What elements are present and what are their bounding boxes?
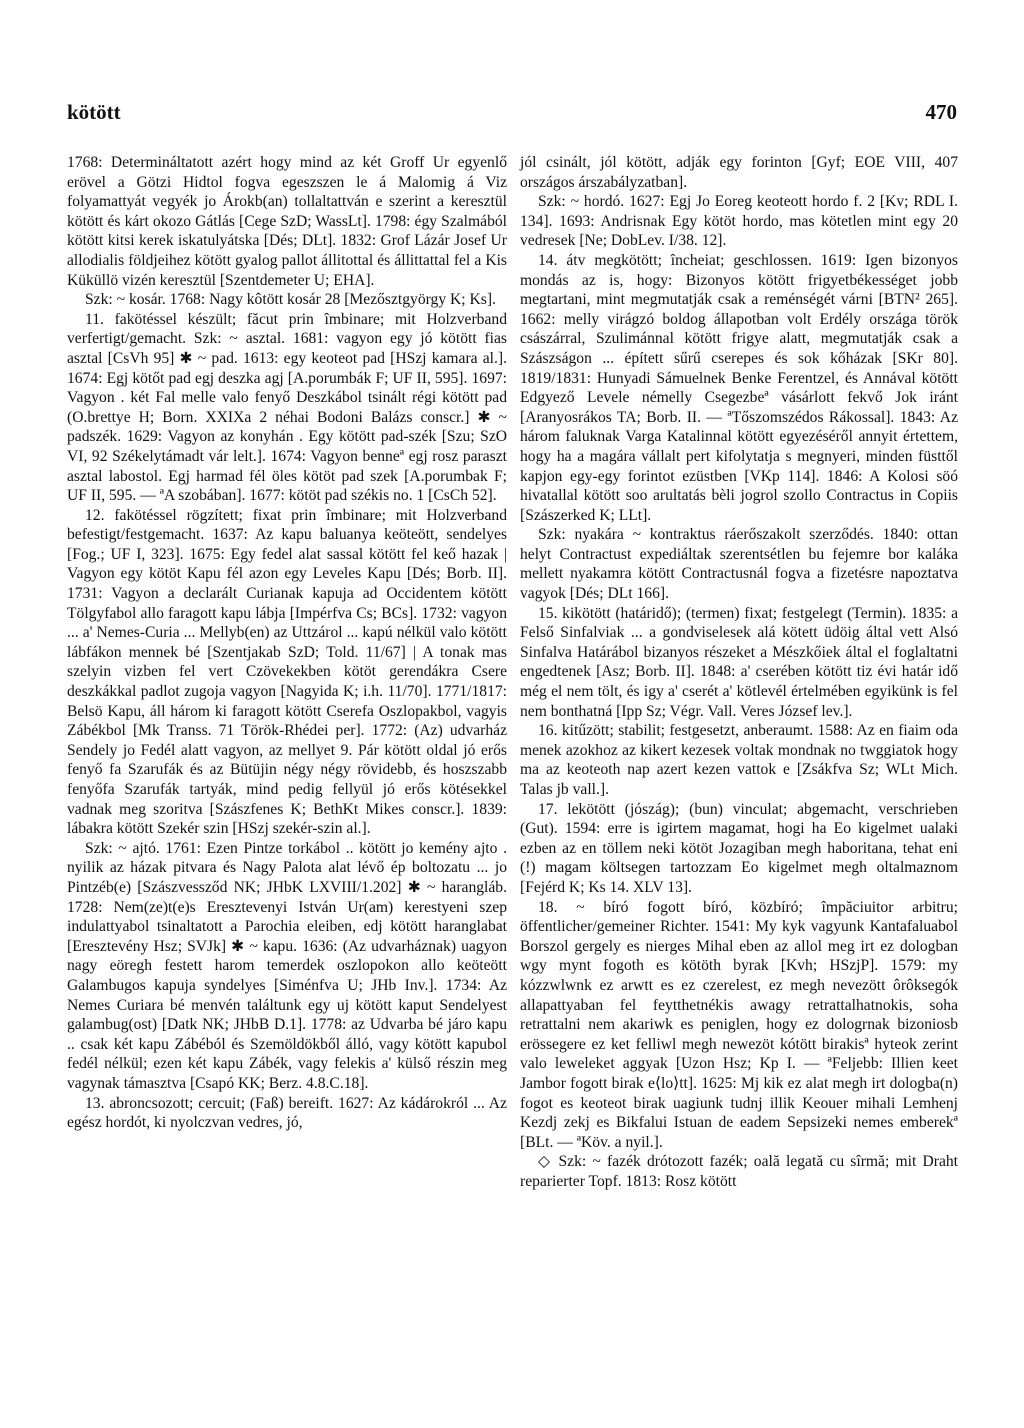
entry-paragraph: Szk: ~ ajtó. 1761: Ezen Pintze torkábol .. kötött jo kemény ajto . nyilik az házak pitvara és Nagy Palota alat lévő ép boltozatu ... jo Pintzéb(e) [Szászvessződ NK; JHbK LXVIII/1.202] ✱ ~ harangláb. 1728: Nem(ze)t(e)s Eresztevenyi István Ur(am) kerestyeni szep indulattyabol tsinaltatott a Parochia eleiben, edj kötött haranglabat [Eresztevény Hsz; SVJk] ✱ ~ kapu. 1636: (Az udvarháznak) uagyon nagy eöregh festett harom temerdek oszlopokon allo keöteött Galambugos kapuja syndelyes [Siménfva U; JHb Inv.]. 1734: Az Nemes Curiara bé menvén találtunk egy uj kötött kaput Sendelyest galambug(ost) [Datk NK; JHbB D.1]. 1778: az Udvarba bé járo kapu .. csak két kapu Zábéból és Szemöldökből álló, vagy kötött kapubol fedél nélkül; ezen két kapu Zábék, vagy felekis a' külső részin meg vagynak támasztva [Csapó KK; Berz. 4.8.C.18].	[67, 839, 507, 1092]
entry-paragraph: 14. átv megkötött; încheiat; geschlossen. 1619: Igen bizonyos mondás az is, hogy: Bizonyos kötött frigyetbékességet jobb megtartani, mint megmutatják csak a reménségét várni [BTN² 265]. 1662: melly virágzó boldog állapotban volt Erdély országa török császárral, Szulimánnal kötött frigye alatt, megmutatják csak a Szászságon ... épített sűrű cserepes és sok kőházak [SKr 80]. 1819/1831: Hunyadi Sámuelnek Benke Ferentzel, és Annával kötött Edgyező Levele némelly Csegezbeª vásárlott fekvő Jok iránt [Aranyosrákos TA; Borb. II. — ªTőszomszédos Rákossal]. 1843: Az három faluknak Varga Katalinnal kötött egyezéséről annyit értettem, hogy ha a magára vállalt pert kifolytatja s megnyeri, minden füsttől kapjon egy-egy forintot ezüstben [VKp 114]. 1846: A Kolosi söó hivatallal kötött soo arultatás bèli jogrol szollo Contractus in Copiis [Szászerked K; LLt].	[520, 251, 958, 524]
entry-paragraph: 16. kitűzött; stabilit; festgesetzt, anberaumt. 1588: Az en fiaim oda menek azokhoz az kikert kezesek voltak mondnak no twggiatok hogy ma az keoteoth nap azert kezen vattok e [Zsákfva Sz; WLt Mich. Talas jb vall.].	[520, 722, 958, 798]
entry-paragraph: ◇ Szk: ~ fazék drótozott fazék; oală legată cu sîrmă; mit Draht reparierter Topf. 1813: Rosz kötött	[520, 1153, 958, 1190]
right-column	[520, 153, 958, 1191]
entry-paragraph: Szk: nyakára ~ kontraktus ráerőszakolt szerződés. 1840: ottan helyt Contractust expediáltak szerentsétlen bu fejemre bor kaláka mellett nyakamra kötött Contractusnál fogva a fizetésre napoztatva vagyok [Dés; DLt 166].	[520, 526, 958, 603]
entry-paragraph: 1768: Determináltatott azért hogy mind az két Groff Ur egyenlő erövel a Götzi Hidtol fogva egeszszen le á Malomig á Viz folyamattyát vegyék jo Árokb(an) tollaltattván e szerint a keresztül kötött és kárt okozo Gátlás [Cege SzD; WassLt]. 1798: égy Szalmából kötött kitsi kerek iskatulyátska [Dés; DLt]. 1832: Grof Lázár Josef Ur allodialis földjeihez kötött gyalog pallot állitottal és állittattal fel a Kis Küküllö vizén keresztül [Szentdemeter U; EHA].	[67, 154, 507, 289]
entry-paragraph: 18. ~ bíró fogott bíró, közbíró; împăciuitor arbitru; öffentlicher/gemeiner Richter. 1541: My kyk vagyunk Kantafaluabol Borszol gergely es nierges Mihal eben az allol meg irt ez dologban wgy mynt fogoth es kötöth byrak [Kvh; HSzjP]. 1579: my kózzwlwnk ez arwtt es ez czerelest, ez megh nevezött ôrôksegók allapattyaban fel feytthetnékis awagy retrattalhatnokis, soha retrattalni nem akariwk es peniglen, hogy ez dologrnak bizoniosb erössegere ez ket felliwl megh newezöt kótött birakisª hyteok zerint valo leweleket aggyak [Uzon Hsz; Kp I. — ªFeljebb: Illien keet Jambor fogott birak e⟨lo⟩tt]. 1625: Mj kik ez alat megh irt dologba(n) fogot es keoteot birak uagiunk tudnj illik Keouer mihali Lemhenj Kezdj zekj es Bikfalui Istuan de eadem Sepsizeki nemes emberekª [BLt. — ªKöv. a nyil.].	[520, 898, 958, 1151]
entry-paragraph: 12. fakötéssel rögzített; fixat prin îmbinare; mit Holzverband befestigt/festgemacht. 1637: Az kapu baluanya keöteött, sendelyes [Fog.; UF I, 323]. 1675: Egy fedel alat sassal kötött fel keő hazak | Vagyon egy kötöt Kapu fél azon egy Leveles Kapu [Dés; Borb. II]. 1731: Vagyon a declarált Curianak kapuja ad Occidentem kötött Tölgyfabol allo faragott kapu lábja [Impérfva Cs; BCs]. 1732: vagyon ... a' Nemes-Curia ... Mellyb(en) az Uttzárol ... kapú nélkül valo kötött lábfákon mennek bé [Szentjakab SzD; Told. 11/67] | A tonak mas szelyin vizben fel vert Czövekekben kötöt gerendákra Csere deszkákkal padlot zugoja vagyon [Nagyida K; i.h. 11/70]. 1771/1817: Belsö Kapu, áll három ki faragott kötött Cserefa Oszlopakbol, vagyis Zábékbol [Mk Transs. 71 Török-Rhédei per]. 1772: (Az) udvarház Sendely jo Fedél alatt vagyon, az mellyet 9. Pár kötött oldal jó erős fenyő fa Szarufák és az Bütüjin négy négy rövidebb, és hoszszabb fenyőfa Szarufák tartyák, mind pedig fellyül jó erős kötésekkel vadnak meg szoritva [Szászfenes K; BethKt Mikes conscr.]. 1839: lábakra kötött Szekér szin [HSzj szekér-szin al.].	[67, 506, 507, 838]
entry-paragraph: 13. abroncsozott; cercuit; (Faß) bereift. 1627: Az kádárokról ... Az egész hordót, ki nyolczvan vedres, jó,	[67, 1094, 507, 1132]
entry-paragraph: Szk: ~ hordó. 1627: Egj Jo Eoreg keoteott hordo f. 2 [Kv; RDL I. 134]. 1693: Andrisnak Egy kötöt hordo, mas kötetlen mint egy 20 vedresek [Ne; DobLev. I/38. 12].	[520, 193, 958, 250]
entry-paragraph: 11. fakötéssel készült; făcut prin îmbinare; mit Holzverband verfertigt/gemacht. Szk: ~ asztal. 1681: vagyon egy jó kötött fias asztal [CsVh 95] ✱ ~ pad. 1613: egy keoteot pad [HSzj kamara al.]. 1674: Egj kötőt pad egj deszka agj [A.porumbák F; UF II, 595]. 1697: Vagyon . két Fal melle valo fenyő Deszkábol tsinált régi kötött pad (O.brettye H; Born. XXIXa 2 néhai Bodoni Balázs conscr.] ✱ ~ padszék. 1629: Vagyon az konyhán . Egy kötött pad-szék [Szu; SzO VI, 92 Székelytámadt vár lelt.]. 1674: Vagyon benneª egj rosz paraszt asztal labostol. Egj harmad fél öles kötöt pad szek [A.porumbak F; UF II, 595. — ªA szobában]. 1677: kötöt pad székis no. 1 [CsCh 52].	[67, 310, 507, 505]
running-header	[67, 100, 957, 130]
entry-paragraph: 17. lekötött (jószág); (bun) vinculat; abgemacht, verschrieben (Gut). 1594: erre is igirtem magamat, hogi ha Eo kigelmet ualaki ezben az en töllem neki kötöt Jozagiban megh haboritana, tehat eni (!) magam költsegen tartozzam Eo kigelmet megh oltalmaznom [Fejérd K; Ks 14. XLV 13].	[520, 800, 958, 896]
entry-paragraph: Szk: ~ kosár. 1768: Nagy kôtött kosár 28 [Mezősztgyörgy K; Ks].	[85, 291, 496, 309]
entry-paragraph: 15. kikötött (határidő); (termen) fixat; festgelegt (Termin). 1835: a Felső Sinfalviak ... a gondviselesek alá kötett üdöig által vett Alsó Sinfalva Határábol bizanyos részeket a Mészkőiek által el foglaltatni engedtenek [Asz; Borb. II]. 1848: a' cserében kötött tiz évi határ idő még el nem tölt, és igy a' cserét a' kötlevél értelmében egyikünk is fel nem bonthatná [Ipp Sz; Végr. Vall. Veres József lev.].	[520, 604, 958, 720]
left-column	[67, 153, 507, 1133]
entry-paragraph: jól csinált, jól kötött, adják egy forinton [Gyf; EOE VIII, 407 országos árszabályzatban].	[520, 154, 958, 191]
running-headword: kötött	[67, 100, 121, 124]
page-number: 470	[925, 100, 957, 124]
